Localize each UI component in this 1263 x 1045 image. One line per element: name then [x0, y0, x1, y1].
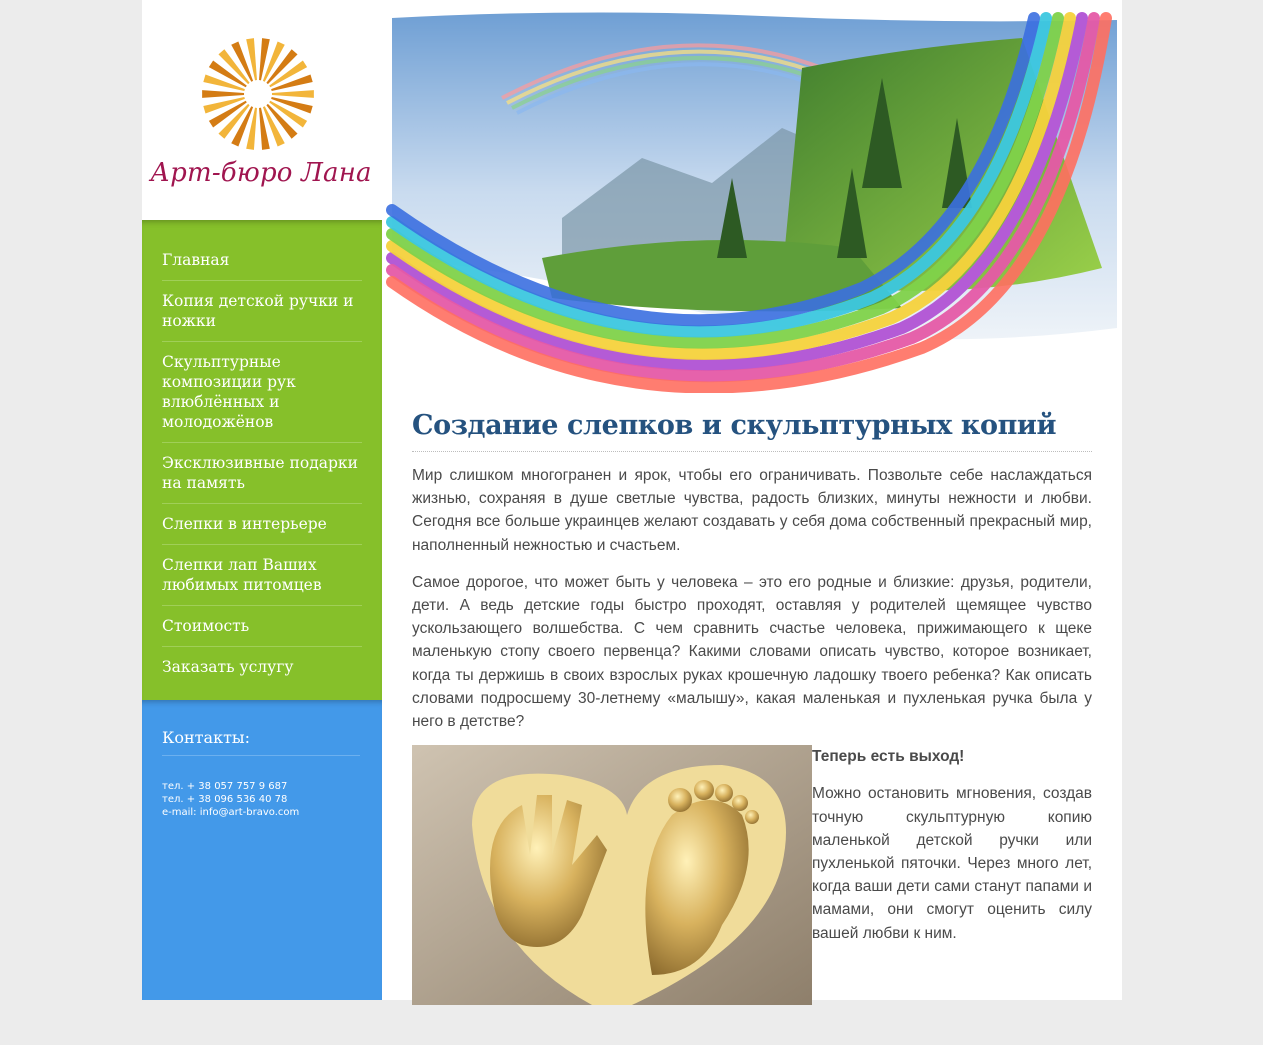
photo-side-text [812, 745, 1092, 959]
sun-rays-logo-icon [198, 34, 318, 154]
intro-paragraph-2: Самое дорогое, что может быть у человека – это его родные и близкие: друзья, родители, дети. А ведь детские годы быстро проходят, оставляя у родителей щемящее чувство ускользающего волшебства. С чем сравнить счастье человека, прижимающего к щеке маленькую стопу своего первенца? Какими словами описать чувство, которое возникает, когда ты держишь в своих взрослых руках крошечную ладошку твоего ребенка? Как описать словами подросшему 30-летнему «малышу», какая маленькая и пухленькая ручка была у него в детстве? [412, 573, 1092, 731]
nav-item-casts-interior[interactable]: Слепки в интерьере [162, 508, 362, 545]
contacts-details [162, 780, 299, 819]
nav-item-pet-paws[interactable]: Слепки лап Ваших любимых питомцев [162, 549, 362, 606]
nav-item-child-hand-copy[interactable]: Копия детской ручки и ножки [162, 285, 362, 342]
nav-item-price[interactable]: Стоимость [162, 610, 362, 647]
page-title: Создание слепков и скульптурных копий [412, 410, 1092, 452]
contact-phone-1: тел. + 38 057 757 9 687 [162, 781, 288, 792]
nav-item-exclusive-gifts[interactable]: Эксклюзивные подарки на память [162, 447, 362, 504]
brand-name: Арт-бюро Лана [150, 158, 372, 188]
header-banner-image [382, 8, 1122, 393]
contact-email[interactable]: e-mail: info@art-bravo.com [162, 807, 300, 818]
nav-item-order[interactable]: Заказать услугу [162, 658, 294, 676]
page [142, 0, 1122, 1000]
main-navigation [142, 220, 382, 700]
logo-ray [272, 90, 314, 98]
contact-phone-2: тел. + 38 096 536 40 78 [162, 794, 288, 805]
logo-ray [202, 90, 244, 98]
hand-foot-cast-photo [412, 745, 812, 1005]
sidebar [142, 0, 382, 1000]
main-content [412, 410, 1092, 1045]
photo-section [412, 745, 1092, 1045]
logo[interactable] [142, 0, 380, 220]
contacts-panel [142, 700, 382, 1000]
solution-heading: Теперь есть выход! [812, 748, 965, 766]
contacts-title: Контакты: [162, 728, 360, 756]
nav-item-sculptural-compositions[interactable]: Скульптурные композиции рук влюблённых и молодожёнов [162, 346, 362, 443]
solution-paragraph: Можно остановить мгновения, создав точную скульптурную копию маленькой детской ручки или пухленькой пяточки. Через много лет, когда ваши дети сами станут папами и мамами, они смогут оценить силу вашей любви к ним. [812, 785, 1092, 942]
nav-item-home[interactable]: Главная [162, 244, 362, 281]
intro-paragraph-1: Мир слишком многогранен и ярок, чтобы его ограничивать. Позвольте себе наслаждаться жизнью, сохраняя в душе светлые чувства, радость близких, минуты нежности и любви. Сегодня все больше украинцев желают создавать у себя дома собственный прекрасный мир, наполненный нежностью и счастьем. [412, 467, 1092, 554]
